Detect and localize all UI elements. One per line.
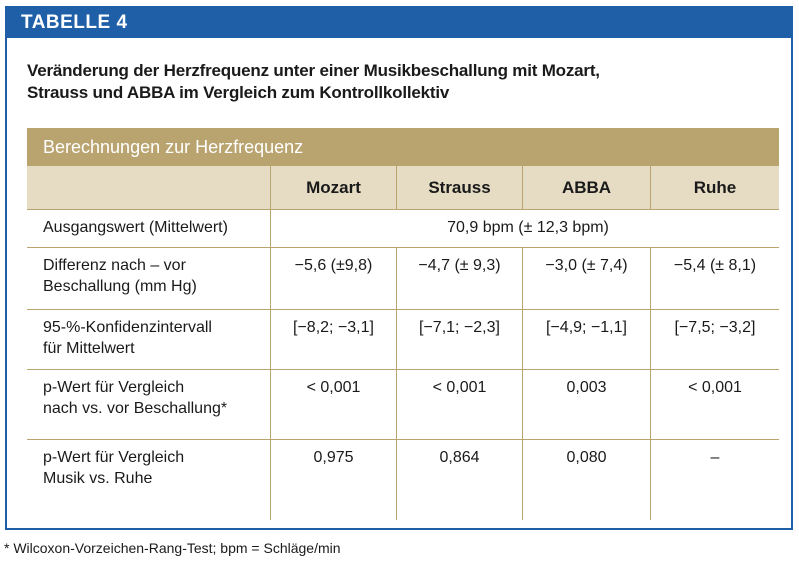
cell-ruhe: – xyxy=(710,449,720,466)
cell-abba: [−4,9; −1,1] xyxy=(523,310,651,369)
row-label-line: für Mittelwert xyxy=(43,340,135,357)
column-header-mozart: Mozart xyxy=(271,166,397,209)
row-label-line: p-Wert für Vergleich xyxy=(43,379,185,396)
cell-abba: −3,0 (± 7,4) xyxy=(523,248,651,309)
data-table xyxy=(27,128,779,520)
row-label-line: 95-%-Konfidenzintervall xyxy=(43,319,212,336)
row-label-line: p-Wert für Vergleich xyxy=(43,449,185,466)
column-header-strauss: Strauss xyxy=(397,166,523,209)
row-label-line: Beschallung (mm Hg) xyxy=(43,278,197,295)
column-header-empty xyxy=(27,166,271,209)
row-label xyxy=(27,248,271,309)
cell-abba: 0,080 xyxy=(523,440,651,520)
cell-strauss: 0,864 xyxy=(397,440,523,520)
table-row-differenz xyxy=(27,248,779,310)
column-header-row xyxy=(27,166,779,210)
table-row-konfidenzintervall xyxy=(27,310,779,370)
cell-strauss: < 0,001 xyxy=(397,370,523,439)
cell-strauss: [−7,1; −2,3] xyxy=(397,310,523,369)
table-tab-title: TABELLE 4 xyxy=(7,8,791,38)
row-span-value: 70,9 bpm (± 12,3 bpm) xyxy=(447,219,609,236)
caption-line-1: Veränderung der Herzfrequenz unter einer Musikbeschallung mit Mozart, xyxy=(27,61,600,80)
row-label-line: Musik vs. Ruhe xyxy=(43,470,153,487)
caption-line-2: Strauss und ABBA im Vergleich zum Kontrollkollektiv xyxy=(27,83,450,102)
table-caption xyxy=(27,60,767,104)
row-label-line: nach vs. vor Beschallung* xyxy=(43,400,228,417)
cell-mozart: [−8,2; −3,1] xyxy=(271,310,397,369)
section-header: Berechnungen zur Herzfrequenz xyxy=(27,128,779,166)
column-header-abba: ABBA xyxy=(523,166,651,209)
cell-mozart: 0,975 xyxy=(271,440,397,520)
row-label xyxy=(27,210,271,247)
table-row-p-wert-vor-nach xyxy=(27,370,779,440)
cell-ruhe: −5,4 (± 8,1) xyxy=(673,257,757,274)
cell-mozart: < 0,001 xyxy=(271,370,397,439)
cell-ruhe: [−7,5; −3,2] xyxy=(674,319,756,336)
cell-abba: 0,003 xyxy=(523,370,651,439)
table-row-p-wert-musik-ruhe xyxy=(27,440,779,520)
cell-strauss: −4,7 (± 9,3) xyxy=(397,248,523,309)
row-label xyxy=(27,310,271,369)
table-footnote: * Wilcoxon-Vorzeichen-Rang-Test; bpm = Schläge/min xyxy=(4,540,341,556)
table-row-ausgangswert xyxy=(27,210,779,248)
cell-mozart: −5,6 (±9,8) xyxy=(271,248,397,309)
table-frame xyxy=(5,6,793,530)
row-label xyxy=(27,370,271,439)
row-label-line: Ausgangswert (Mittelwert) xyxy=(43,219,228,236)
column-header-ruhe: Ruhe xyxy=(693,178,737,197)
row-label-line: Differenz nach – vor xyxy=(43,257,186,274)
row-label xyxy=(27,440,271,520)
cell-ruhe: < 0,001 xyxy=(688,379,742,396)
